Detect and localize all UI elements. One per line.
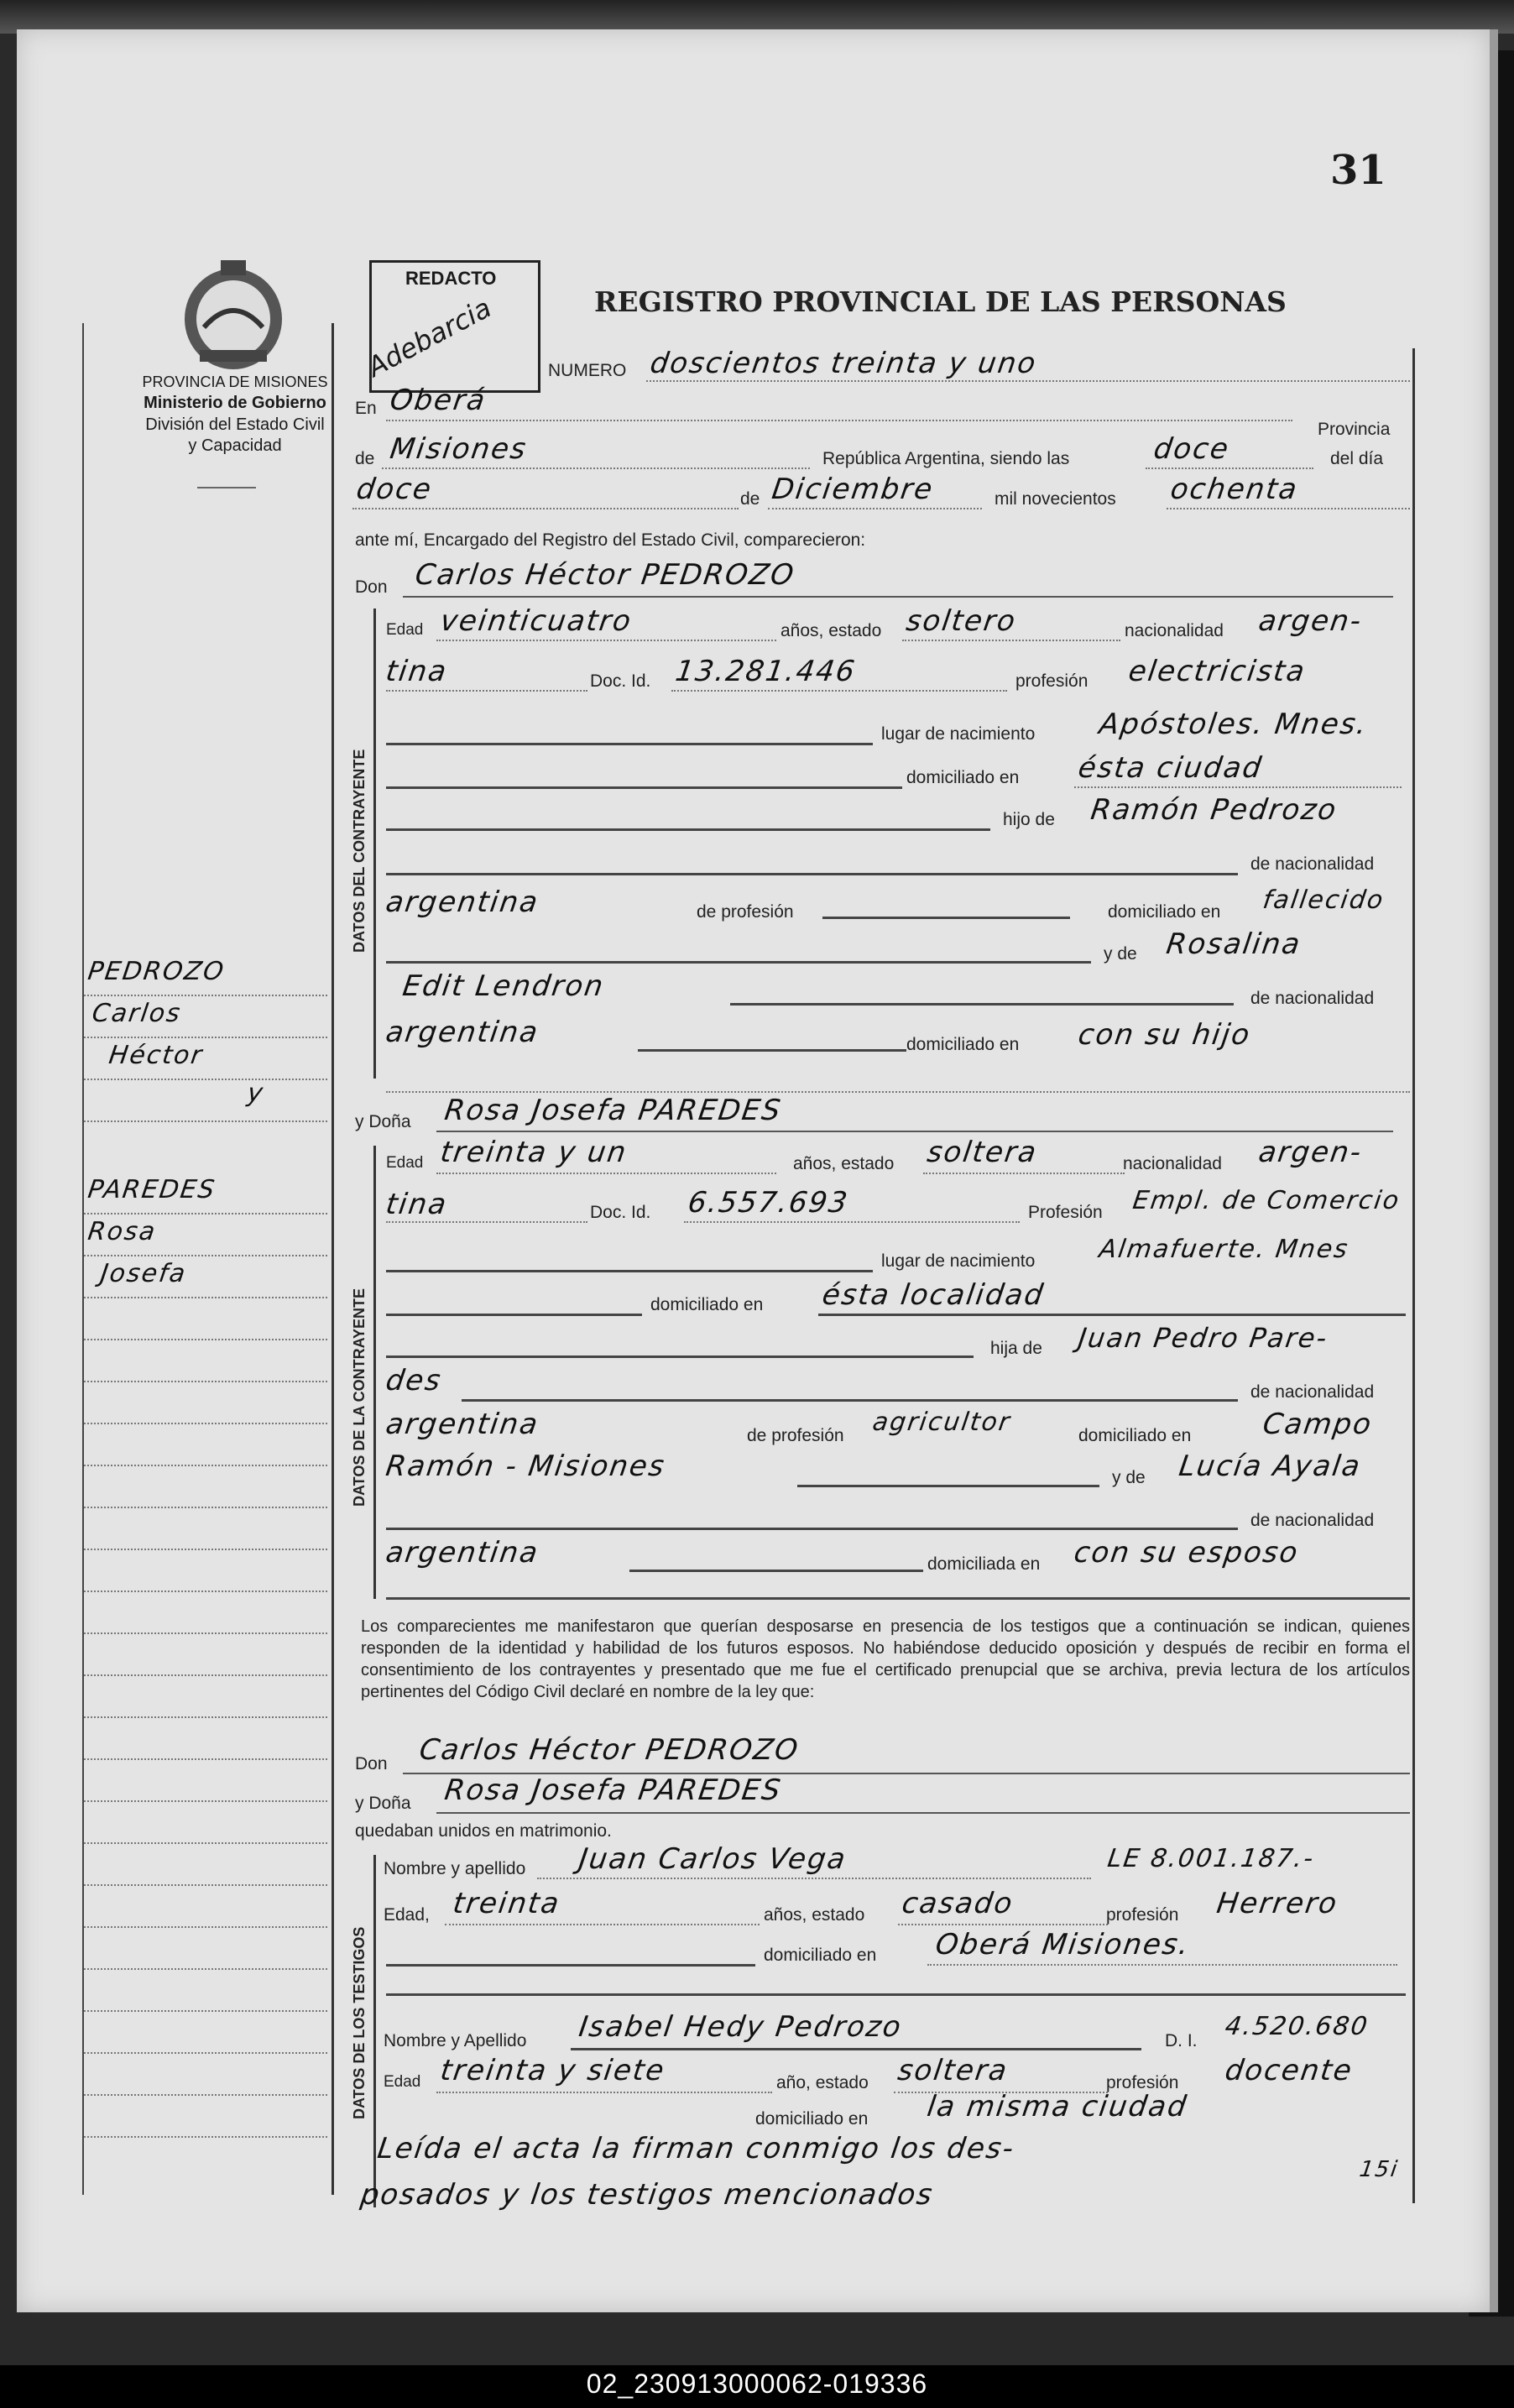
witness2-profession: docente (1223, 2054, 1355, 2087)
groom-status: soltero (904, 604, 1019, 638)
margin-line (84, 1674, 327, 1676)
field-line (436, 640, 776, 641)
witness1-status: casado (900, 1887, 1016, 1920)
de-profesion-label-2: de profesión (747, 1426, 844, 1445)
groom-section-label: DATOS DEL CONTRAYENTE (351, 749, 368, 953)
field-line (923, 1173, 1125, 1174)
field-line (386, 1528, 1238, 1530)
edad-label: Edad (386, 621, 424, 639)
ano-estado-label: año, estado (776, 2073, 869, 2092)
margin-line (84, 2136, 327, 2138)
numero-value: doscientos treinta y uno (648, 347, 1040, 380)
field-line (386, 873, 1238, 875)
de-nacionalidad-label: de nacionalidad (1250, 854, 1375, 874)
capacity-label: y Capacidad (188, 436, 282, 455)
declaration-paragraph: Los comparecientes me manifestaron que querían desposarse en presencia de los testigos que a continuación se indican, quienes responden de la identidad y habilidad de los futuros esposos. No habiéndose deducido oposición y después de recibir en forma el consentimiento de los contrayentes y presentado que me fue el certificado prenupcial que se archiva, previa lectura de los artículos pertinentes del Código Civil declaré en nombre de la ley que: (361, 1617, 1410, 1701)
nombre-label: Nombre y apellido (384, 1859, 526, 1878)
field-line (386, 420, 1292, 421)
form-left-rule (332, 323, 334, 2195)
y-de-label: y de (1104, 944, 1137, 964)
groom-father: Ramón Pedrozo (1089, 793, 1339, 827)
field-line (445, 1924, 760, 1925)
bride-nationality: argen- (1256, 1136, 1365, 1169)
field-line (730, 1003, 1234, 1006)
quedaban-text: quedaban unidos en matrimonio. (355, 1821, 612, 1841)
domiciliado-label: domiciliado en (906, 768, 1020, 787)
ante-text: ante mí, Encargado del Registro del Estado Civil, comparecieron: (355, 530, 866, 550)
margin-line (84, 1297, 327, 1298)
doc-label-2: Doc. Id. (590, 1203, 651, 1222)
left-margin-rule (82, 323, 84, 2195)
groom-profession: electricista (1126, 655, 1308, 688)
field-line (386, 1993, 1406, 1996)
book-top-edge (0, 0, 1514, 34)
hijo-de-label: hijo de (1003, 810, 1055, 829)
anos-estado-label-3: años, estado (764, 1905, 865, 1925)
field-line (898, 1924, 1108, 1925)
de-nacionalidad-label-2: de nacionalidad (1250, 989, 1375, 1008)
division-label: División del Estado Civil (145, 415, 325, 434)
witness2-doc: 4.520.680 (1223, 2012, 1371, 2041)
witness-block-rule (373, 1855, 376, 2207)
en-label: En (355, 399, 377, 418)
margin-line (84, 2010, 327, 2012)
mes-value: Diciembre (770, 473, 937, 506)
margin-line (84, 1465, 327, 1466)
field-line (571, 2048, 1141, 2050)
field-line (382, 467, 810, 469)
groom-mother-nationality: argentina (384, 1016, 541, 1049)
witness2-status: soltera (895, 2054, 1010, 2087)
margin-name-3: Héctor (107, 1041, 206, 1070)
margin-line (84, 1339, 327, 1340)
domiciliado-label-5: domiciliado en (1078, 1426, 1192, 1445)
margin-line (84, 1926, 327, 1928)
y-dona-label-2: y Doña (355, 1794, 411, 1813)
witness1-doc: LE 8.001.187.- (1105, 1844, 1317, 1873)
field-line (684, 1221, 1020, 1223)
provincial-crest-logo (175, 256, 292, 373)
bride-doc: 6.557.693 (686, 1186, 851, 1220)
field-line (386, 1221, 587, 1223)
witness1-domicile: Oberá Misiones. (933, 1928, 1193, 1961)
bride-name-2: Rosa Josefa PAREDES (442, 1773, 785, 1807)
anos-estado-label-2: años, estado (793, 1154, 895, 1173)
edad-coma-label: Edad, (384, 1905, 430, 1925)
republica-label: República Argentina, siendo las (822, 449, 1070, 468)
groom-domicile: ésta ciudad (1076, 751, 1266, 785)
groom-nationality-cont: tina (384, 655, 450, 688)
domiciliada-label: domiciliada en (927, 1554, 1041, 1574)
field-line (386, 743, 873, 745)
field-line (818, 1314, 1406, 1316)
margin-line (84, 1716, 327, 1718)
field-line (386, 1597, 1410, 1600)
margin-line (84, 1968, 327, 1970)
field-line (403, 596, 1393, 598)
groom-birthplace: Apóstoles. Mnes. (1097, 708, 1370, 741)
doc-label: Doc. Id. (590, 671, 651, 691)
margin-line (84, 1884, 327, 1886)
witness2-name: Isabel Hedy Pedrozo (577, 2010, 905, 2044)
margin-name-2: Carlos (90, 999, 184, 1028)
profesion-label-4: profesión (1106, 2073, 1179, 2092)
bride-section-label: DATOS DE LA CONTRAYENTE (351, 1288, 368, 1507)
field-line (386, 786, 902, 789)
witness1-name: Juan Carlos Vega (577, 1842, 849, 1876)
closing-line-2: posados y los testigos mencionados (358, 2178, 937, 2212)
margin-line (84, 2052, 327, 2054)
bride-age: treinta y un (438, 1136, 630, 1169)
redacto-stamp (362, 260, 540, 393)
page-number: 31 (1330, 147, 1386, 194)
margin-line (84, 2094, 327, 2096)
bride-father: Juan Pedro Pare- (1076, 1322, 1330, 1354)
margin-name-5: PAREDES (86, 1175, 218, 1204)
margin-line (84, 1037, 327, 1038)
field-line (537, 1878, 1091, 1879)
groom-block-rule (373, 609, 376, 1079)
hora-value: doce (1151, 432, 1232, 466)
margin-line (84, 1255, 327, 1256)
bride-mother-domicile: con su esposo (1072, 1536, 1302, 1570)
groom-age: veinticuatro (438, 604, 634, 638)
field-line (768, 508, 982, 509)
groom-name: Carlos Héctor PEDROZO (413, 558, 797, 592)
bride-father-domicile-cont: Ramón - Misiones (384, 1450, 668, 1483)
register-sheet (17, 29, 1498, 2312)
bride-father-profession: agricultor (870, 1408, 1013, 1437)
province-label: PROVINCIA DE MISIONES (142, 373, 328, 390)
de-nacionalidad-label-3: de nacionalidad (1250, 1382, 1375, 1402)
field-line (386, 828, 990, 831)
margin-name-4: y (245, 1079, 267, 1108)
margin-line (84, 1507, 327, 1508)
groom-mother: Rosalina (1164, 927, 1304, 961)
closing-line-1: Leída el acta la firman conmigo los des- (375, 2132, 1017, 2165)
bride-nationality-cont: tina (384, 1188, 450, 1221)
de-label: de (355, 449, 375, 468)
form-title: REGISTRO PROVINCIAL DE LAS PERSONAS (594, 285, 1287, 318)
dia-value: doce (354, 473, 435, 506)
mil-label: mil novecientos (995, 489, 1116, 509)
field-line (386, 1964, 755, 1967)
image-identifier: 02_230913000062-019336 (586, 2369, 928, 2399)
del-dia-label: del día (1330, 449, 1384, 468)
field-line (436, 1173, 776, 1174)
margin-line (84, 1381, 327, 1382)
witness2-age: treinta y siete (438, 2054, 668, 2087)
don-label-2: Don (355, 1754, 388, 1773)
stamp-label: REDACTO (405, 268, 497, 289)
groom-doc: 13.281.446 (673, 655, 859, 688)
margin-line (84, 1632, 327, 1634)
en-value: Oberá (388, 384, 488, 417)
domiciliado-label-2: domiciliado en (1108, 902, 1221, 922)
margin-name-6: Rosa (86, 1217, 159, 1246)
profesion-label-3: profesión (1106, 1905, 1179, 1925)
de-value: Misiones (388, 432, 530, 466)
field-line (386, 690, 587, 692)
margin-line (84, 1800, 327, 1802)
bride-status: soltera (925, 1136, 1040, 1169)
closing-mark: 15i (1357, 2157, 1401, 2182)
margin-name-7: Josefa (98, 1259, 189, 1288)
groom-father-domicile: fallecido (1261, 885, 1386, 915)
y-de-label-2: y de (1112, 1468, 1146, 1487)
margin-line (84, 1213, 327, 1214)
bride-mother: Lucía Ayala (1177, 1450, 1364, 1483)
margin-line (84, 1079, 327, 1080)
nombre-label-2: Nombre y Apellido (384, 2031, 527, 2050)
margin-line (84, 1423, 327, 1424)
field-line (436, 1812, 1410, 1814)
bride-birthplace: Almafuerte. Mnes (1097, 1235, 1351, 1264)
field-line (1074, 786, 1402, 788)
bride-name: Rosa Josefa PAREDES (442, 1094, 785, 1127)
groom-father-nationality: argentina (384, 885, 541, 919)
stamp-signature: Adebarcia (362, 291, 497, 384)
ministry-label: Ministerio de Gobierno (144, 394, 326, 412)
margin-line (84, 1758, 327, 1760)
bride-block-rule (373, 1146, 376, 1599)
groom-mother-domicile: con su hijo (1076, 1018, 1253, 1052)
edad-label-3: Edad (384, 2073, 421, 2091)
edad-label-2: Edad (386, 1154, 424, 1172)
domiciliado-label-4: domiciliado en (650, 1295, 764, 1314)
margin-line (84, 1120, 327, 1122)
field-line (462, 1399, 1238, 1402)
bride-profession: Empl. de Comercio (1130, 1186, 1402, 1215)
field-line (386, 1270, 873, 1272)
field-line (646, 380, 1410, 382)
lugar-nac-label: lugar de nacimiento (881, 724, 1036, 744)
de-mes-label: de (740, 489, 760, 509)
field-line (1146, 467, 1313, 469)
groom-name-2: Carlos Héctor PEDROZO (417, 1733, 801, 1767)
hija-de-label: hija de (990, 1339, 1042, 1358)
field-line (902, 640, 1120, 641)
profesion-label: profesión (1015, 671, 1089, 691)
bride-father-cont: des (384, 1364, 445, 1397)
divider (197, 487, 256, 488)
field-line (436, 2092, 772, 2093)
margin-line (84, 1591, 327, 1592)
bride-mother-nationality: argentina (384, 1536, 541, 1570)
witness1-profession: Herrero (1214, 1887, 1340, 1920)
profesion-cap-label: Profesión (1028, 1203, 1103, 1222)
lugar-nac-label-2: lugar de nacimiento (881, 1251, 1036, 1271)
field-line (386, 1355, 974, 1358)
bride-father-domicile: Campo (1261, 1408, 1375, 1441)
field-line (352, 508, 739, 509)
field-line (638, 1049, 906, 1052)
margin-line (84, 1549, 327, 1550)
groom-mother-cont: Edit Lendron (400, 969, 607, 1003)
field-line (386, 1091, 1410, 1093)
domiciliado-label-6: domiciliado en (764, 1946, 877, 1965)
form-right-rule (1412, 348, 1415, 2203)
y-dona-label: y Doña (355, 1112, 411, 1131)
witness2-domicile: la misma ciudad (925, 2090, 1190, 2123)
witness-section-label: DATOS DE LOS TESTIGOS (351, 1926, 368, 2119)
field-line (386, 961, 1091, 964)
field-line (386, 1314, 642, 1316)
di-label: D. I. (1165, 2031, 1198, 2050)
image-footer (0, 2365, 1514, 2408)
anos-estado-label: años, estado (780, 621, 882, 640)
numero-label: NUMERO (548, 361, 627, 380)
nacionalidad-label-2: nacionalidad (1123, 1154, 1222, 1173)
margin-line (84, 995, 327, 996)
de-profesion-label: de profesión (697, 902, 794, 922)
domiciliado-label-7: domiciliado en (755, 2109, 869, 2129)
margin-line (84, 1842, 327, 1844)
bride-domicile: ésta localidad (820, 1278, 1047, 1312)
field-line (629, 1570, 923, 1572)
nacionalidad-label: nacionalidad (1125, 621, 1224, 640)
don-label: Don (355, 577, 388, 597)
witness1-age: treinta (451, 1887, 563, 1920)
domiciliado-label-3: domiciliado en (906, 1035, 1020, 1054)
provincia-label: Provincia (1318, 420, 1391, 439)
bride-father-nationality: argentina (384, 1408, 541, 1441)
field-line (797, 1485, 1099, 1487)
field-line (927, 1964, 1397, 1966)
groom-nationality: argen- (1256, 604, 1365, 638)
field-line (822, 917, 1070, 919)
anio-value: ochenta (1168, 473, 1301, 506)
margin-name-1: PEDROZO (86, 957, 227, 986)
field-line (1167, 508, 1410, 509)
de-nacionalidad-label-4: de nacionalidad (1250, 1511, 1375, 1530)
field-line (436, 1131, 1393, 1132)
field-line (671, 690, 1007, 692)
